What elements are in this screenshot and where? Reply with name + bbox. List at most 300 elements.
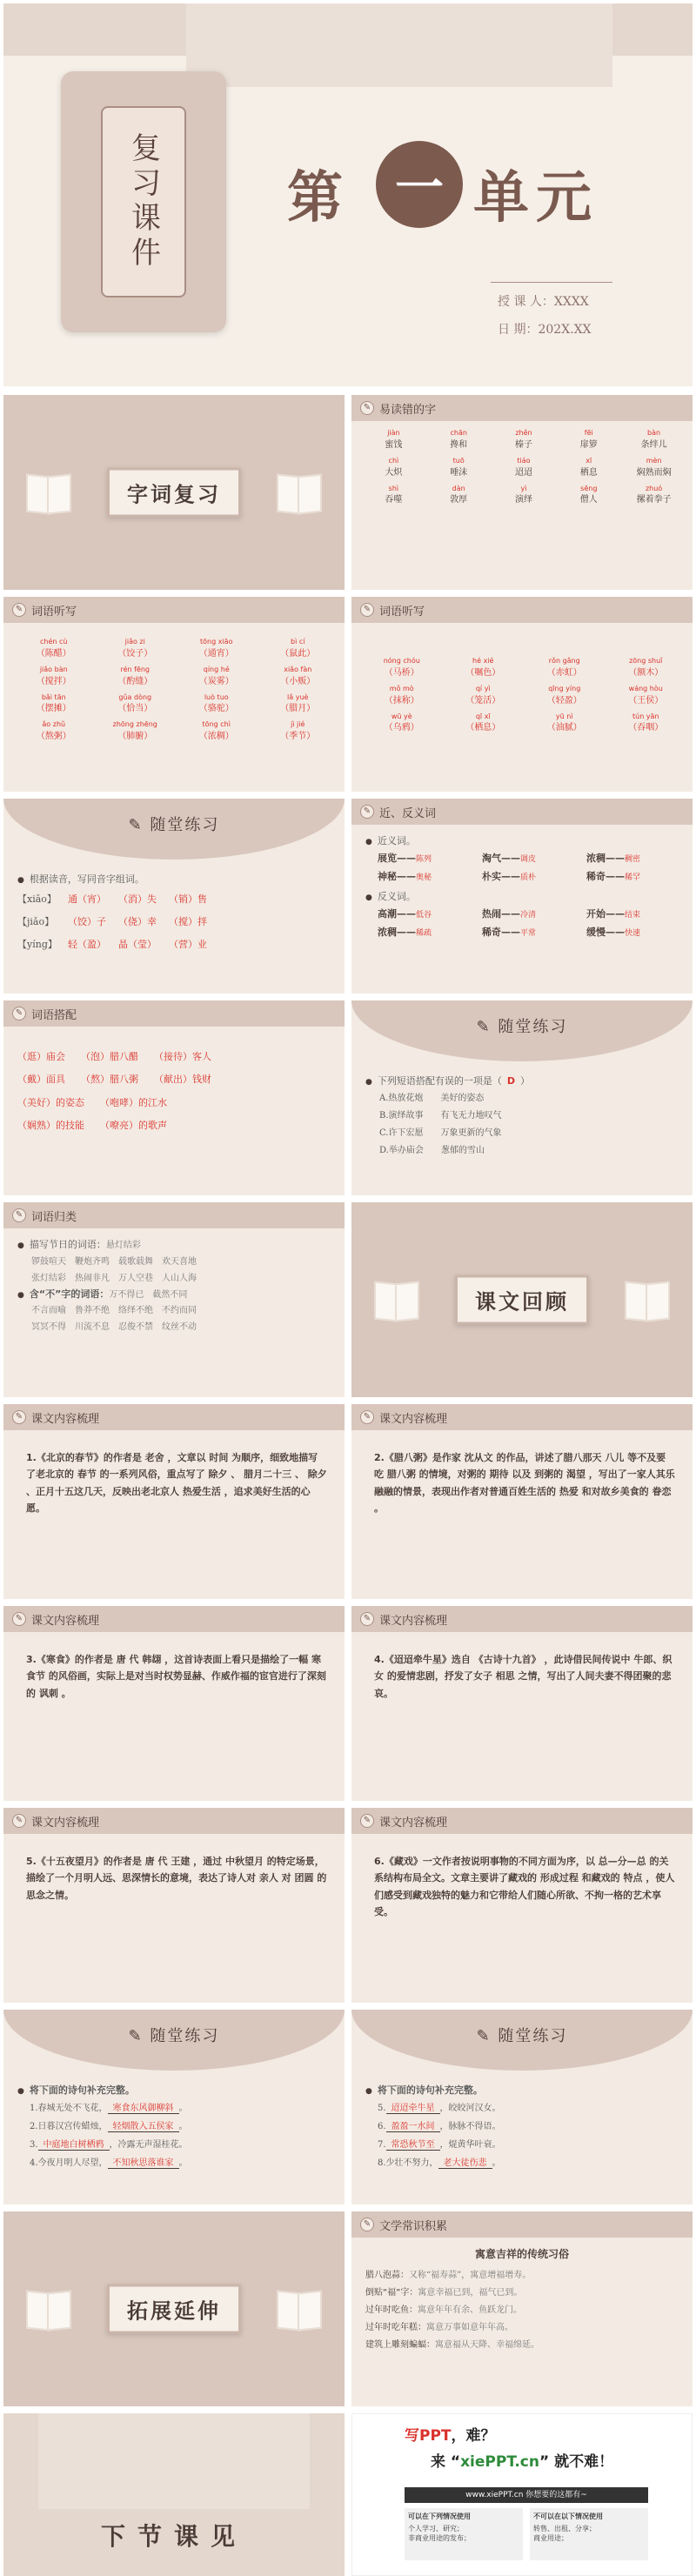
header-title: 词语归类: [31, 1210, 77, 1224]
answer-option[interactable]: D.举办庙会 葱郁的雪山: [379, 1145, 485, 1155]
header-title: 近、反义词: [379, 806, 437, 820]
content-paragraph: 2.《腊八粥》是作家 沈从文 的作品，讲述了腊八那天 八儿 等不及要吃 腊八粥 的情境，对粥的 期待 以及 到粥的 渴望 ，写出了一家人其乐融融的情景，表现出作者对普通百姓生活的 热爱 和对故乡美食的 眷恋 。: [374, 1452, 675, 1514]
slide-header: [351, 1808, 693, 1834]
pinyin: qí yì: [475, 684, 491, 693]
word-pair: 开始——结束: [586, 908, 641, 920]
answer-option[interactable]: A.热放花炮 美好的姿态: [379, 1093, 485, 1103]
word-pair: 稀奇——平常: [482, 927, 537, 939]
word: 条绊儿: [640, 439, 667, 450]
word: （王侯）: [628, 695, 664, 706]
pinyin: qī xī: [475, 712, 491, 720]
practice-question: ● 下列短语搭配有误的一项是（ D ）: [365, 1074, 682, 1090]
word-item: [99, 639, 172, 661]
word: 唾沫: [450, 467, 468, 478]
pinyin: rén fēng: [120, 665, 151, 673]
header-title: 课文内容梳理: [379, 1816, 448, 1830]
pinyin: zhōng zhēng: [112, 720, 157, 729]
collocation-item: （咆哮）的江水: [100, 1096, 167, 1108]
word-grid: [365, 658, 682, 740]
word-item: [626, 458, 682, 480]
slide-easy-misread: [351, 395, 693, 590]
pinyin: chān: [450, 429, 467, 437]
word: 榛子: [514, 439, 532, 450]
word-item: [447, 658, 520, 680]
slide-content-2: [351, 1404, 693, 1599]
practice-title: ✎ 随堂练习: [476, 2027, 568, 2045]
header-title: 课文内容梳理: [379, 1614, 448, 1628]
slide-header: [3, 1000, 345, 1027]
slide-header: [351, 799, 693, 825]
word-grid: [365, 430, 682, 512]
pinyin: tiáo: [517, 456, 531, 465]
pinyin: xī: [586, 456, 592, 465]
ad-line-1: 写PPT，难？: [405, 2427, 496, 2445]
word: （鼠此）: [280, 648, 316, 659]
word-item: [262, 721, 335, 744]
word-item: [262, 639, 335, 661]
word-item: [528, 713, 601, 736]
pencil-icon: ✎: [360, 603, 374, 617]
word: （浓稠）: [198, 732, 234, 742]
collocation-row: [17, 1068, 334, 1091]
word: （抹称）: [384, 695, 419, 706]
word: （季节）: [280, 732, 316, 742]
word: （肺腑）: [117, 732, 153, 742]
word-item: [99, 694, 172, 717]
word-item: [17, 666, 90, 689]
pinyin: sēng: [580, 484, 598, 492]
pinyin-key: 【jiǎo】: [17, 916, 55, 928]
homophone-row: [17, 911, 334, 933]
word-item: [610, 713, 683, 736]
poem-line: 3. 中庭地白树栖鸦 ，冷露无声湿桂花。: [30, 2139, 188, 2150]
pinyin: jì jié: [291, 720, 305, 729]
date-label: 日 期：202X.XX: [498, 323, 592, 337]
slide-see-you: [3, 2413, 345, 2576]
word-item: [626, 430, 682, 452]
practice-title: ✎ 随堂练习: [128, 816, 220, 834]
poem-line: 1.春城无处不飞花， 寒食东风御柳斜 。: [30, 2103, 188, 2113]
pinyin: yì: [520, 484, 527, 492]
word-item: [496, 458, 552, 480]
divider: [491, 282, 612, 283]
pencil-icon: ✎: [360, 2218, 374, 2231]
word-item: [365, 458, 422, 480]
pinyin: lǎ yuè: [287, 693, 309, 701]
word: 焖熟而焖: [636, 467, 672, 478]
slide-dictation-1: [3, 597, 345, 792]
word: 栖息: [579, 467, 598, 478]
slide-content-1: [3, 1404, 345, 1599]
header-title: 文学常识积累: [379, 2219, 448, 2233]
note-icon: ✎: [476, 2027, 499, 2045]
word-item: [610, 686, 683, 708]
practice-title: ✎ 随堂练习: [476, 1018, 568, 1036]
pencil-icon: ✎: [360, 401, 374, 415]
word-item: [180, 666, 253, 689]
word-item: [99, 666, 172, 689]
word: （腊月）: [280, 704, 316, 714]
word: （马桥）: [384, 667, 419, 678]
slide-header: [351, 395, 693, 421]
word: （笼活）: [465, 695, 501, 706]
word-item: [365, 485, 422, 508]
word-item: [496, 430, 552, 452]
pinyin: chén cù: [40, 638, 68, 646]
collocation-item: （美好）的姿态: [17, 1096, 84, 1108]
word-row: [365, 686, 682, 708]
word: （小贩）: [280, 676, 316, 686]
section-slide-text: [351, 1202, 693, 1397]
word-row: [365, 713, 682, 736]
word-row: [365, 430, 682, 452]
synonym-body: [365, 833, 682, 942]
content-paragraph: 4.《迢迢牵牛星》选自 《古诗十九首》 ，此诗借民间传说中 牛郎、织女 的爱情悲剧，抒发了女子 相思 之情，写出了人间夫妻不得团聚的悲哀。: [374, 1654, 673, 1699]
classification-body: [17, 1237, 334, 1335]
collocation-item: （娴熟）的技能: [17, 1120, 84, 1132]
book-icon: [625, 1282, 670, 1317]
content-paragraph: 5.《十五夜望月》的作者是 唐 代 王建 ，通过 中秋望月 的特定场景，描绘了一个月明人远、思深情长的意境，表达了诗人对 亲人 对 团圆 的思念之情。: [26, 1856, 327, 1901]
section-title: 字词复习: [107, 468, 241, 518]
pinyin: xiǎo fàn: [284, 665, 312, 673]
ad-forbidden-box: 不可以在以下情况使用 转售、出租、分享； 商业用途；: [530, 2508, 648, 2560]
word: 扉箩: [579, 439, 598, 450]
word: （炭雾）: [198, 676, 234, 686]
pencil-icon: ✎: [360, 1612, 374, 1626]
pencil-icon: ✎: [12, 603, 26, 617]
slide-practice-2: [351, 1000, 693, 1195]
practice-body: [365, 1074, 682, 1160]
poem-line: 7. 常恐秋节至 ，焜黄华叶衰。: [378, 2139, 501, 2150]
poem-line: 4.今夜月明人尽望， 不知秋思落谁家 。: [30, 2158, 188, 2168]
header-title: 词语搭配: [31, 1008, 77, 1022]
pencil-icon: ✎: [12, 1208, 26, 1222]
pinyin: fēi: [584, 429, 593, 437]
poem-line: 8.少壮不努力， 老大徒伤悲 。: [378, 2158, 501, 2168]
pinyin: bì cí: [291, 638, 305, 646]
collocation-row: [17, 1092, 334, 1114]
word: （酌缝）: [117, 676, 153, 686]
pinyin: tún yān: [632, 712, 659, 720]
word-pair: 神秘——奥秘: [378, 870, 432, 882]
slide-header: [3, 1404, 345, 1430]
content-paragraph: 6.《藏戏》一文作者按说明事物的不同方面为序，以 总—分—总 的关系结构布局全文。文章主要讲了藏戏的 形成过程 和藏戏的 特点 ，使人们感受到藏戏独特的魅力和它带给人们随心所欲、不拘一格的艺术享受。: [374, 1856, 675, 1917]
pinyin: wū yè: [391, 712, 412, 720]
note-icon: ✎: [476, 1018, 499, 1036]
slide-header: [351, 2211, 693, 2238]
slide-header: [3, 1808, 345, 1834]
word-item: [560, 430, 617, 452]
collocation-item: （接待）客人: [154, 1051, 211, 1062]
slide-practice-4: [351, 2010, 693, 2205]
header-title: 词语听写: [379, 605, 425, 619]
word-grid: [17, 639, 334, 749]
section-slide-extension: [3, 2211, 345, 2406]
slide-practice-1: [3, 799, 345, 994]
word: （饺子）: [117, 648, 153, 659]
slide-word-classification: [3, 1202, 345, 1397]
pinyin: gǔa dòng: [118, 693, 152, 701]
custom-row: 过年时吃鱼：寓意年年有余、鱼跃龙门。: [365, 2305, 522, 2315]
pencil-icon: ✎: [360, 1410, 374, 1424]
collocation-item: （献出）钱财: [154, 1074, 211, 1086]
homophone-answer: 晶（莹）: [118, 939, 157, 951]
word-item: [365, 430, 422, 452]
side-title-card: [61, 71, 226, 332]
section-slide-ci: [3, 395, 345, 590]
idiom-row: 张灯结彩 热闹非凡 万人空巷 人山人海: [31, 1273, 197, 1283]
word-row: [17, 639, 334, 661]
word-item: [560, 485, 617, 508]
word: （骆驼）: [198, 704, 234, 714]
knowledge-subtitle: 寓意吉祥的传统习俗: [474, 2248, 569, 2260]
word: 摞着拳子: [636, 495, 672, 505]
word: （赤虹）: [546, 667, 582, 678]
pinyin: nóng chóu: [383, 657, 420, 665]
festival-words: ● 描写节日的词语：悬灯结彩: [17, 1237, 334, 1254]
unit-number: 一: [395, 159, 444, 217]
word-item: [180, 639, 253, 661]
header-title: 课文内容梳理: [31, 1614, 100, 1628]
homophone-answer: 轻（盈）: [68, 939, 106, 951]
word: 僧人: [579, 495, 598, 505]
word-pair: 高潮——低谷: [378, 908, 432, 920]
pencil-icon: ✎: [360, 1814, 374, 1828]
book-icon: [26, 475, 71, 510]
word: 迢迢: [514, 467, 532, 478]
word: 蜜饯: [385, 439, 403, 450]
custom-row: 腊八泡蒜：又称“福寿蒜”，寓意增福增寿。: [365, 2271, 532, 2280]
unit-first-char: 第: [287, 165, 343, 231]
pinyin: wáng hòu: [628, 684, 663, 693]
pinyin: jiàn: [387, 429, 400, 437]
pinyin: ǎo zhǔ: [42, 720, 66, 729]
word: （吞咽）: [628, 723, 664, 733]
ad-slide: [351, 2413, 693, 2576]
pinyin: luò tuo: [204, 693, 229, 701]
practice-intro: ● 根据读音，写同音字组词。: [17, 872, 334, 888]
pinyin: chì: [388, 456, 399, 465]
practice-intro: ● 将下面的诗句补充完整。: [365, 2083, 682, 2099]
practice-body: [17, 872, 334, 957]
collocation-item: （逛）庙会: [17, 1051, 65, 1062]
homophone-row: [17, 933, 334, 956]
slide-header: [351, 1606, 693, 1632]
word: （通宵）: [198, 648, 234, 659]
header-title: 词语听写: [31, 605, 77, 619]
side-title: 复习课件: [125, 132, 161, 271]
header-title: 课文内容梳理: [31, 1816, 100, 1830]
book-decoration: [186, 3, 612, 87]
collocation-row: [17, 1114, 334, 1137]
pinyin: jiǎo bàn: [39, 665, 68, 673]
word: （油腻）: [546, 723, 582, 733]
book-icon: [277, 2292, 322, 2326]
slide-content-6: [351, 1808, 693, 2003]
idiom-row: 锣鼓喧天 鞭炮齐鸣 载歌载舞 欢天喜地: [31, 1256, 197, 1267]
word-row: [365, 485, 682, 508]
knowledge-list: [365, 2267, 684, 2354]
idiom-row: 冥冥不得 川流不息 忍俊不禁 纹丝不动: [31, 1322, 197, 1333]
word: （恰当）: [117, 704, 153, 714]
header-title: 课文内容梳理: [379, 1412, 448, 1426]
pinyin: tōng chì: [202, 720, 231, 729]
word: （额木）: [628, 667, 664, 678]
word-row: [17, 694, 334, 717]
word-item: [528, 658, 601, 680]
word-item: [431, 430, 487, 452]
word-pair: 展览——陈列: [378, 852, 432, 864]
homophone-answer: （侥）幸: [118, 916, 157, 928]
word-item: [447, 686, 520, 708]
slide-dictation-2: [351, 597, 693, 792]
word-item: [17, 721, 90, 744]
pinyin-key: 【yíng】: [17, 939, 57, 951]
pinyin: qīng yíng: [548, 684, 581, 693]
word-item: [17, 639, 90, 661]
word-item: [496, 485, 552, 508]
slide-collocation: [3, 1000, 345, 1195]
homophone-answer: （搅）拌: [169, 916, 207, 928]
synonym-label: ● 近义词。: [365, 833, 682, 850]
pinyin: mèn: [646, 456, 662, 465]
word: 搀和: [450, 439, 468, 450]
pinyin: yū nì: [555, 712, 573, 720]
word: 大炽: [385, 467, 403, 478]
pinyin: mǒ mò: [389, 684, 414, 693]
slide-content-5: [3, 1808, 345, 2003]
homophone-answer: 通（宵）: [68, 893, 106, 905]
pinyin: bàn: [647, 429, 661, 437]
ad-line-2: 来 “xiePPT.cn” 就不难！: [431, 2453, 614, 2471]
pinyin: qíng hé: [203, 665, 230, 673]
word-item: [365, 713, 438, 736]
word-pair-row: [365, 850, 682, 868]
content-paragraph: 3.《寒食》的作者是 唐 代 韩翃 ，这首诗表面上看只是描绘了一幅 寒食节 的风俗画，实际上是对当时权势显赫、作威作福的宦官进行了深刻的 讽刺 。: [26, 1654, 326, 1699]
collocation-item: （嘹亮）的歌声: [100, 1120, 167, 1132]
word-item: [365, 686, 438, 708]
pinyin: zhěn: [515, 429, 532, 437]
pinyin: shì: [388, 484, 399, 492]
idiom-row: 不言而喻 鲁莽不绝 络绎不绝 不约而同: [31, 1306, 197, 1316]
word-pair-row: [365, 868, 682, 887]
custom-row: 建筑上雕刻蝙蝠：寓意福从天降、幸福绵延。: [365, 2340, 539, 2350]
pencil-icon: ✎: [12, 1612, 26, 1626]
homophone-answer: （消）失: [118, 893, 157, 905]
word-pair: 热闹——冷清: [482, 908, 537, 920]
pencil-icon: ✎: [360, 805, 374, 819]
homophone-row: [17, 888, 334, 911]
pinyin: rǒn gǎng: [548, 657, 580, 665]
answer-option[interactable]: B.演绎故事 有飞无力地叹气: [379, 1110, 502, 1121]
collocation-item: （熬）腊八粥: [81, 1074, 138, 1086]
word-item: [626, 485, 682, 508]
poem-line: 5. 迢迢牵牛星 ，皎皎河汉女。: [378, 2103, 501, 2113]
word-row: [17, 721, 334, 744]
answer-option[interactable]: C.许下宏愿 万象更新的气象: [379, 1127, 502, 1138]
word-row: [365, 658, 682, 680]
pinyin: zōng shuǐ: [629, 657, 663, 665]
slide-header: [3, 1202, 345, 1228]
pencil-icon: ✎: [12, 1814, 26, 1828]
word-row: [17, 666, 334, 689]
homophone-answer: （饺）子: [68, 916, 106, 928]
word: （乌鸦）: [384, 723, 419, 733]
word-item: [560, 458, 617, 480]
word-pair: 浓稠——稠密: [586, 852, 641, 864]
homophone-answer: （营）业: [169, 939, 207, 951]
custom-row: 倒贴“福”字：寓意幸福已到，福气已到。: [365, 2288, 523, 2298]
practice-title: ✎ 随堂练习: [128, 2027, 220, 2045]
collocation-row: [17, 1046, 334, 1068]
unit-rest: 单元: [473, 165, 599, 231]
book-icon: [277, 475, 322, 510]
word-pair: 淘气——调皮: [482, 852, 537, 864]
pencil-icon: ✎: [12, 1410, 26, 1424]
slide-practice-3: [3, 2010, 345, 2205]
word-item: [180, 694, 253, 717]
collocation-list: [17, 1046, 334, 1138]
ad-allowed-box: 可以在下列情况使用 个人学习、研究； 非商业用途的发布；: [405, 2508, 523, 2560]
book-decoration: [38, 2413, 310, 2509]
closing-title: 下节课见: [100, 2522, 247, 2551]
word: （陈醋）: [36, 648, 71, 659]
poem-line: 2.日暮汉宫传蜡烛， 轻烟散入五侯家 。: [30, 2121, 188, 2131]
book-icon: [374, 1282, 419, 1317]
pinyin-key: 【xiāo】: [17, 893, 57, 905]
word: 敦厚: [450, 495, 468, 505]
slide-synonyms: [351, 799, 693, 994]
content-paragraph: 1.《北京的春节》的作者是 老舍 ，文章以 时间 为顺序，细致地描写了老北京的 春节 的一系列风俗，重点写了 除夕 、 腊月二十三 、 除夕 、正月十五这几天，反映出老北京人 热爱生活 ，追求美好生活的心愿。: [26, 1452, 327, 1514]
word-pair-row: [365, 906, 682, 924]
word: （嘱色）: [465, 667, 501, 678]
pinyin: tōng xiāo: [200, 638, 233, 646]
slide-header: [3, 1606, 345, 1632]
slide-header: [351, 1404, 693, 1430]
word: （栖息）: [465, 723, 501, 733]
section-title: 拓展延伸: [107, 2285, 241, 2334]
pinyin: zhuó: [645, 484, 663, 492]
bu-words: ● 含“不”字的词语：万不得已 截然不同: [17, 1287, 334, 1303]
slide-header: [351, 597, 693, 623]
word: （熬粥）: [36, 732, 71, 742]
word-item: [528, 686, 601, 708]
word-item: [262, 666, 335, 689]
word-item: [99, 721, 172, 744]
pinyin: dàn: [452, 484, 465, 492]
word: （摆摊）: [36, 704, 71, 714]
word-pair: 稀奇——稀罕: [586, 870, 641, 882]
word-item: [180, 721, 253, 744]
word: 演绎: [514, 495, 532, 505]
collocation-item: （戴）面具: [17, 1074, 65, 1086]
teacher-label: 授 课 人：XXXX: [498, 295, 589, 309]
header-title: 课文内容梳理: [31, 1412, 100, 1426]
unit-number-circle: [376, 141, 463, 228]
slide-content-4: [351, 1606, 693, 1801]
word-item: [262, 694, 335, 717]
word-pair: 朴实——质朴: [482, 870, 537, 882]
note-icon: ✎: [128, 816, 151, 834]
ad-url-bar[interactable]: www.xiePPT.cn 你想要的这都有~: [405, 2487, 648, 2503]
slide-literary-knowledge: [351, 2211, 693, 2406]
header-title: 易读错的字: [379, 403, 437, 417]
word: （轻盈）: [546, 695, 582, 706]
practice-body: [365, 2083, 682, 2172]
word-item: [447, 713, 520, 736]
pencil-icon: ✎: [12, 1007, 26, 1020]
pinyin: tuō: [452, 456, 465, 465]
